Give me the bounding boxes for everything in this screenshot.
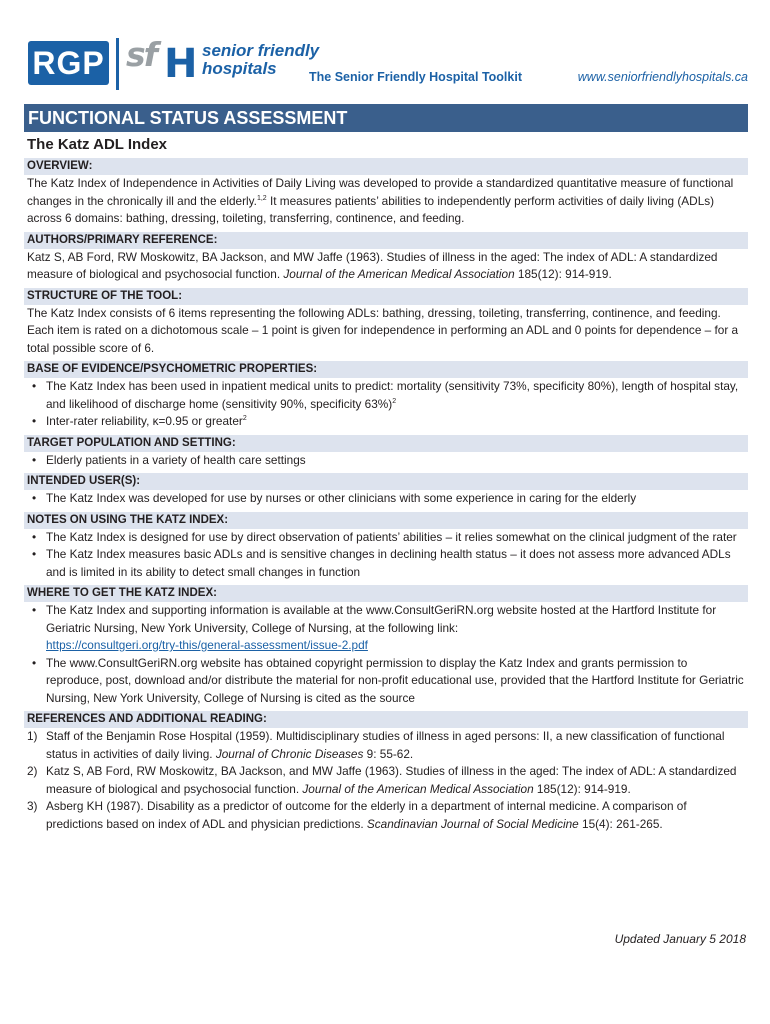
sfh-logo-h: H (164, 41, 198, 87)
section-where (24, 585, 748, 707)
section-list (24, 452, 748, 470)
rgp-logo: RGP (28, 41, 109, 85)
page-title: FUNCTIONAL STATUS ASSESSMENT (24, 104, 748, 132)
evidence-item-1: The Katz Index has been used in inpatient medical units to predict: mortality (sensitivity 73%, specificity 80%), length of hospital stay, and likelihood of discharge home (sensitivity 90%, specificity 63%) (46, 379, 739, 411)
reference-number: 1) (27, 729, 38, 743)
section-heading: NOTES ON USING THE KATZ INDEX: (24, 512, 748, 529)
section-heading: INTENDED USER(S): (24, 473, 748, 490)
section-list (24, 529, 748, 582)
logo-line-1: senior friendly (202, 41, 320, 60)
toolkit-title: The Senior Friendly Hospital Toolkit (309, 70, 522, 84)
website-link[interactable]: www.seniorfriendlyhospitals.ca (577, 70, 748, 84)
section-text (24, 175, 748, 228)
journal-name: Scandinavian Journal of Social Medicine (366, 816, 579, 831)
section-heading: STRUCTURE OF THE TOOL: (24, 288, 748, 305)
logo-divider (116, 38, 119, 90)
section-structure (24, 288, 748, 358)
list-item (27, 602, 744, 655)
section-population (24, 435, 748, 470)
section-heading: REFERENCES AND ADDITIONAL READING: (24, 711, 748, 728)
journal-name: Journal of the American Medical Association (302, 781, 534, 796)
section-heading: BASE OF EVIDENCE/PSYCHOMETRIC PROPERTIES: (24, 361, 748, 378)
evidence-item-2: Inter-rater reliability, κ=0.95 or greater (46, 414, 243, 428)
section-list (24, 728, 748, 833)
page-subtitle: The Katz ADL Index (27, 136, 168, 153)
reference-text: Asberg KH (1987). Disability as a predictor of outcome for the elderly in a department of internal medicine. A comparison of predictions based on index of ADL and physician predictions. (46, 799, 687, 831)
list-item: • The www.ConsultGeriRN.org website has obtained copyright permission to display the Katz Index and grants permission to reproduce, post, download and/or distribute the material for non-profit educational use, provided that the Hartford Institute for Geriatric Nursing, New York University, College of Nursing is cited as the source (27, 655, 744, 708)
section-text: The Katz Index consists of 6 items representing the following ADLs: bathing, dressing, toileting, transferring, continence, and feeding. Each item is rated on a dichotomous scale – 1 point is given for independence in performing an ADL and 0 points for dependence – for a total possible score of 6. (27, 305, 739, 355)
katz-index-link[interactable]: https://consultgeri.org/try-this/general-assessment/issue-2.pdf (46, 638, 368, 652)
reference-number: 2) (27, 764, 38, 778)
sfh-logo-s: sf (126, 35, 156, 74)
authors-text-a: Katz S, AB Ford, RW Moskowitz, BA Jackson, and MW Jaffe (1963). Studies of illness in the aged: The index of ADL: A standardized measure of biological and psychosocial function. (27, 249, 718, 281)
reference-item (27, 798, 744, 833)
journal-name: Journal of the American Medical Association (283, 267, 515, 281)
section-evidence (24, 361, 748, 431)
authors-text-b: 185(12): 914-919. (514, 267, 612, 281)
section-heading: WHERE TO GET THE KATZ INDEX: (24, 585, 748, 602)
list-item (27, 378, 744, 413)
section-references (24, 711, 748, 833)
list-item (27, 413, 744, 431)
citation-sup: 2 (242, 415, 247, 423)
sfh-logo-words (202, 42, 319, 78)
section-heading: TARGET POPULATION AND SETTING: (24, 435, 748, 452)
reference-item (27, 728, 744, 763)
reference-text: Katz S, AB Ford, RW Moskowitz, BA Jackson, and MW Jaffe (1963). Studies of illness in the aged: The index of ADL: A standardized measure of biological and psychosocial function. (46, 764, 737, 796)
list-item: • The Katz Index was developed for use by nurses or other clinicians with some experience in caring for the elderly (27, 490, 744, 508)
updated-date: Updated January 5 2018 (614, 932, 746, 946)
section-text (24, 249, 748, 284)
section-users (24, 473, 748, 508)
section-heading: OVERVIEW: (24, 158, 748, 175)
section-list (24, 490, 748, 508)
journal-name: Journal of Chronic Diseases (215, 746, 364, 761)
section-authors (24, 232, 748, 284)
reference-text: 9: 55-62. (363, 746, 414, 761)
section-list (24, 602, 748, 707)
page-header (28, 35, 748, 92)
reference-text: Staff of the Benjamin Rose Hospital (1959). Multidisciplinary studies of illness in aged persons: II, a new classification of functional status in activities of daily living. (46, 729, 725, 761)
overview-text-b: It measures patients’ abilities to independently perform activities of daily living (ADLs) across 6 domains: bathing, dressing, toileting, transferring, continence, and feeding. (27, 193, 715, 225)
section-notes (24, 512, 748, 582)
section-heading: AUTHORS/PRIMARY REFERENCE: (24, 232, 748, 249)
citation-sup: 2 (392, 397, 397, 405)
reference-text: 185(12): 914-919. (533, 781, 631, 796)
section-overview (24, 158, 748, 228)
reference-text: 15(4): 261-265. (578, 816, 663, 831)
citation-sup: 1,2 (256, 194, 267, 202)
section-list (24, 378, 748, 431)
list-item: • Elderly patients in a variety of health care settings (27, 452, 744, 470)
list-item: • The Katz Index is designed for use by direct observation of patients’ abilities – it relies somewhat on the clinical judgment of the rater (27, 529, 744, 547)
document-body (24, 158, 748, 837)
reference-number: 3) (27, 799, 38, 813)
list-item: • The Katz Index measures basic ADLs and is sensitive changes in declining health status – it does not assess more advanced ADLs and is limited in its ability to detect small changes in function (27, 546, 744, 581)
reference-item (27, 763, 744, 798)
logo-line-2: hospitals (202, 59, 277, 78)
where-item-1: The Katz Index and supporting information is available at the www.ConsultGeriRN.org website hosted at the Hartford Institute for Geriatric Nursing, New York University, College of Nursing, at the following link: (46, 603, 717, 635)
overview-text-a: The Katz Index of Independence in Activities of Daily Living was developed to provide a standardized quantitative measure of functional changes in the chronically ill and the elderly. (27, 176, 734, 208)
